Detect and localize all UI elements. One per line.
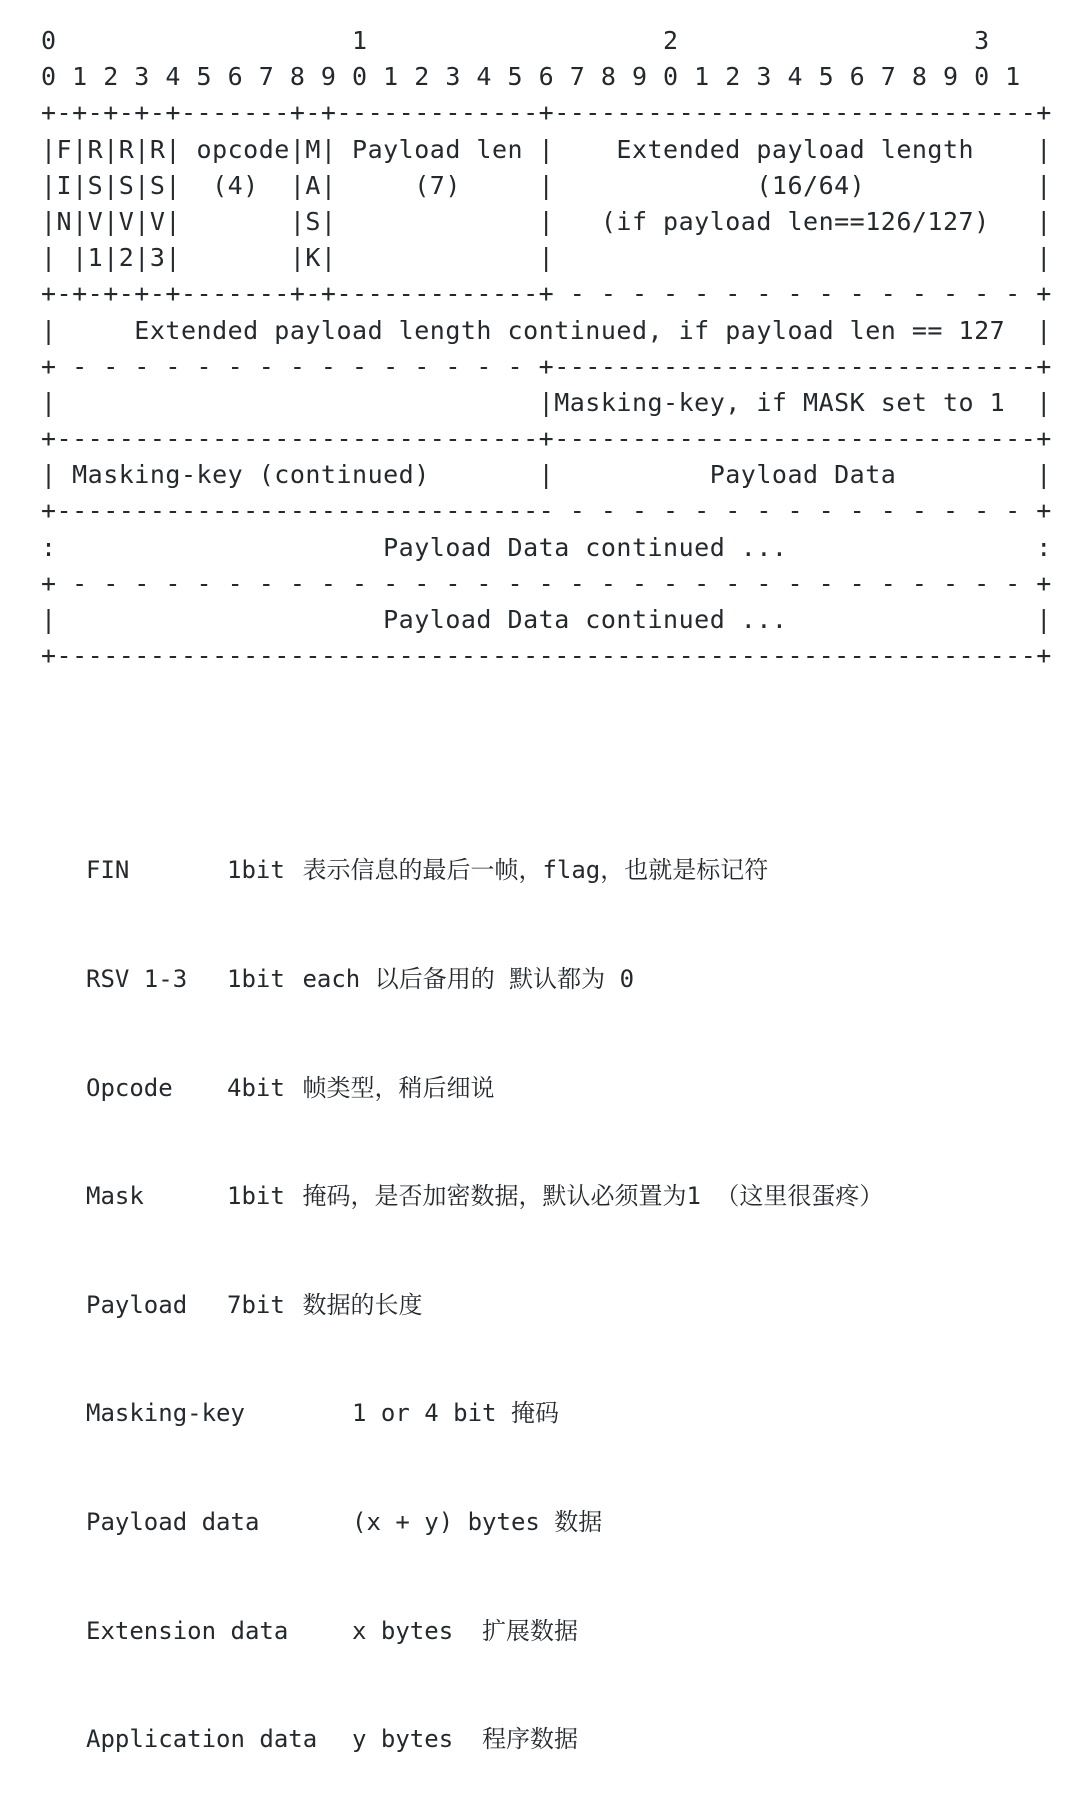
- field-size: 1bit: [227, 1182, 285, 1211]
- diagram-line: | |1|2|3| |K| | |: [41, 243, 1052, 273]
- field-name: Mask: [86, 1182, 144, 1211]
- diagram-line: +-+-+-+-+-------+-+-------------+-------------------------------+: [41, 98, 1052, 128]
- field-desc: 掩码: [510, 1399, 559, 1428]
- field-size: 7bit: [227, 1290, 285, 1319]
- diagram-line: 0 1 2 3 4 5 6 7 8 9 0 1 2 3 4 5 6 7 8 9 0 1 2 3 4 5 6 7 8 9 0 1: [41, 62, 1021, 92]
- diagram-line: +-------------------------------- - - - - - - - - - - - - - - - +: [41, 496, 1052, 526]
- field-row: [86, 1613, 883, 1649]
- diagram-line: : Payload Data continued ... :: [41, 532, 1052, 562]
- field-name: Extension data: [86, 1616, 289, 1645]
- field-desc: 帧类型，稍后细说: [302, 1073, 495, 1102]
- diagram-line: + - - - - - - - - - - - - - - - - - - - - - - - - - - - - - - - +: [41, 568, 1052, 598]
- diagram-line: |N|V|V|V| |S| | (if payload len==126/127) |: [41, 206, 1052, 236]
- field-row: [86, 1504, 883, 1540]
- field-row: [86, 852, 883, 888]
- frame-diagram: [41, 23, 1052, 674]
- diagram-line: +-+-+-+-+-------+-+-------------+ - - - - - - - - - - - - - - - +: [41, 279, 1052, 309]
- diagram-line: |I|S|S|S| (4) |A| (7) | (16/64) |: [41, 170, 1052, 200]
- diagram-line: +-------------------------------+-------------------------------+: [41, 424, 1052, 454]
- field-row: [86, 1070, 883, 1106]
- diagram-line: + - - - - - - - - - - - - - - - +-------------------------------+: [41, 351, 1052, 381]
- diagram-line: | |Masking-key, if MASK set to 1 |: [41, 387, 1052, 417]
- field-desc: each 以后备用的 默认都为 0: [302, 965, 635, 993]
- field-row: [86, 1721, 883, 1757]
- field-name: RSV 1-3: [86, 965, 188, 993]
- field-name: FIN: [86, 856, 130, 885]
- field-desc: 数据: [554, 1507, 603, 1536]
- field-size: 1 or 4 bit: [352, 1399, 497, 1428]
- field-size: 4bit: [227, 1073, 285, 1102]
- field-notes: [86, 780, 883, 1794]
- diagram-line: 0 1 2 3: [41, 26, 990, 55]
- diagram-line: | Payload Data continued ... |: [41, 605, 1052, 634]
- field-size: x bytes: [352, 1616, 454, 1645]
- diagram-line: | Extended payload length continued, if payload len == 127 |: [41, 315, 1052, 345]
- field-desc: 表示信息的最后一帧，flag，也就是标记符: [302, 856, 769, 885]
- field-size: y bytes: [352, 1725, 454, 1754]
- diagram-line: +---------------------------------------------------------------+: [41, 641, 1052, 671]
- field-row: [86, 1395, 883, 1431]
- field-name: Application data: [86, 1725, 318, 1754]
- diagram-line: |F|R|R|R| opcode|M| Payload len | Extended payload length |: [41, 134, 1052, 164]
- field-name: Masking-key: [86, 1399, 245, 1428]
- field-desc: 程序数据: [467, 1725, 579, 1754]
- field-desc: 扩展数据: [467, 1616, 579, 1645]
- field-row: [86, 1178, 883, 1214]
- field-size: 1bit: [227, 965, 285, 993]
- field-desc: 掩码，是否加密数据，默认必须置为1 （这里很蛋疼）: [302, 1182, 884, 1211]
- field-row: [86, 961, 883, 997]
- field-row: [86, 1287, 883, 1323]
- field-desc: 数据的长度: [302, 1290, 423, 1319]
- field-name: Opcode: [86, 1073, 173, 1102]
- field-name: Payload data: [86, 1507, 260, 1536]
- diagram-line: | Masking-key (continued) | Payload Data |: [41, 460, 1052, 490]
- field-size: (x + y) bytes: [352, 1507, 540, 1536]
- field-name: Payload: [86, 1290, 188, 1319]
- field-size: 1bit: [227, 856, 285, 885]
